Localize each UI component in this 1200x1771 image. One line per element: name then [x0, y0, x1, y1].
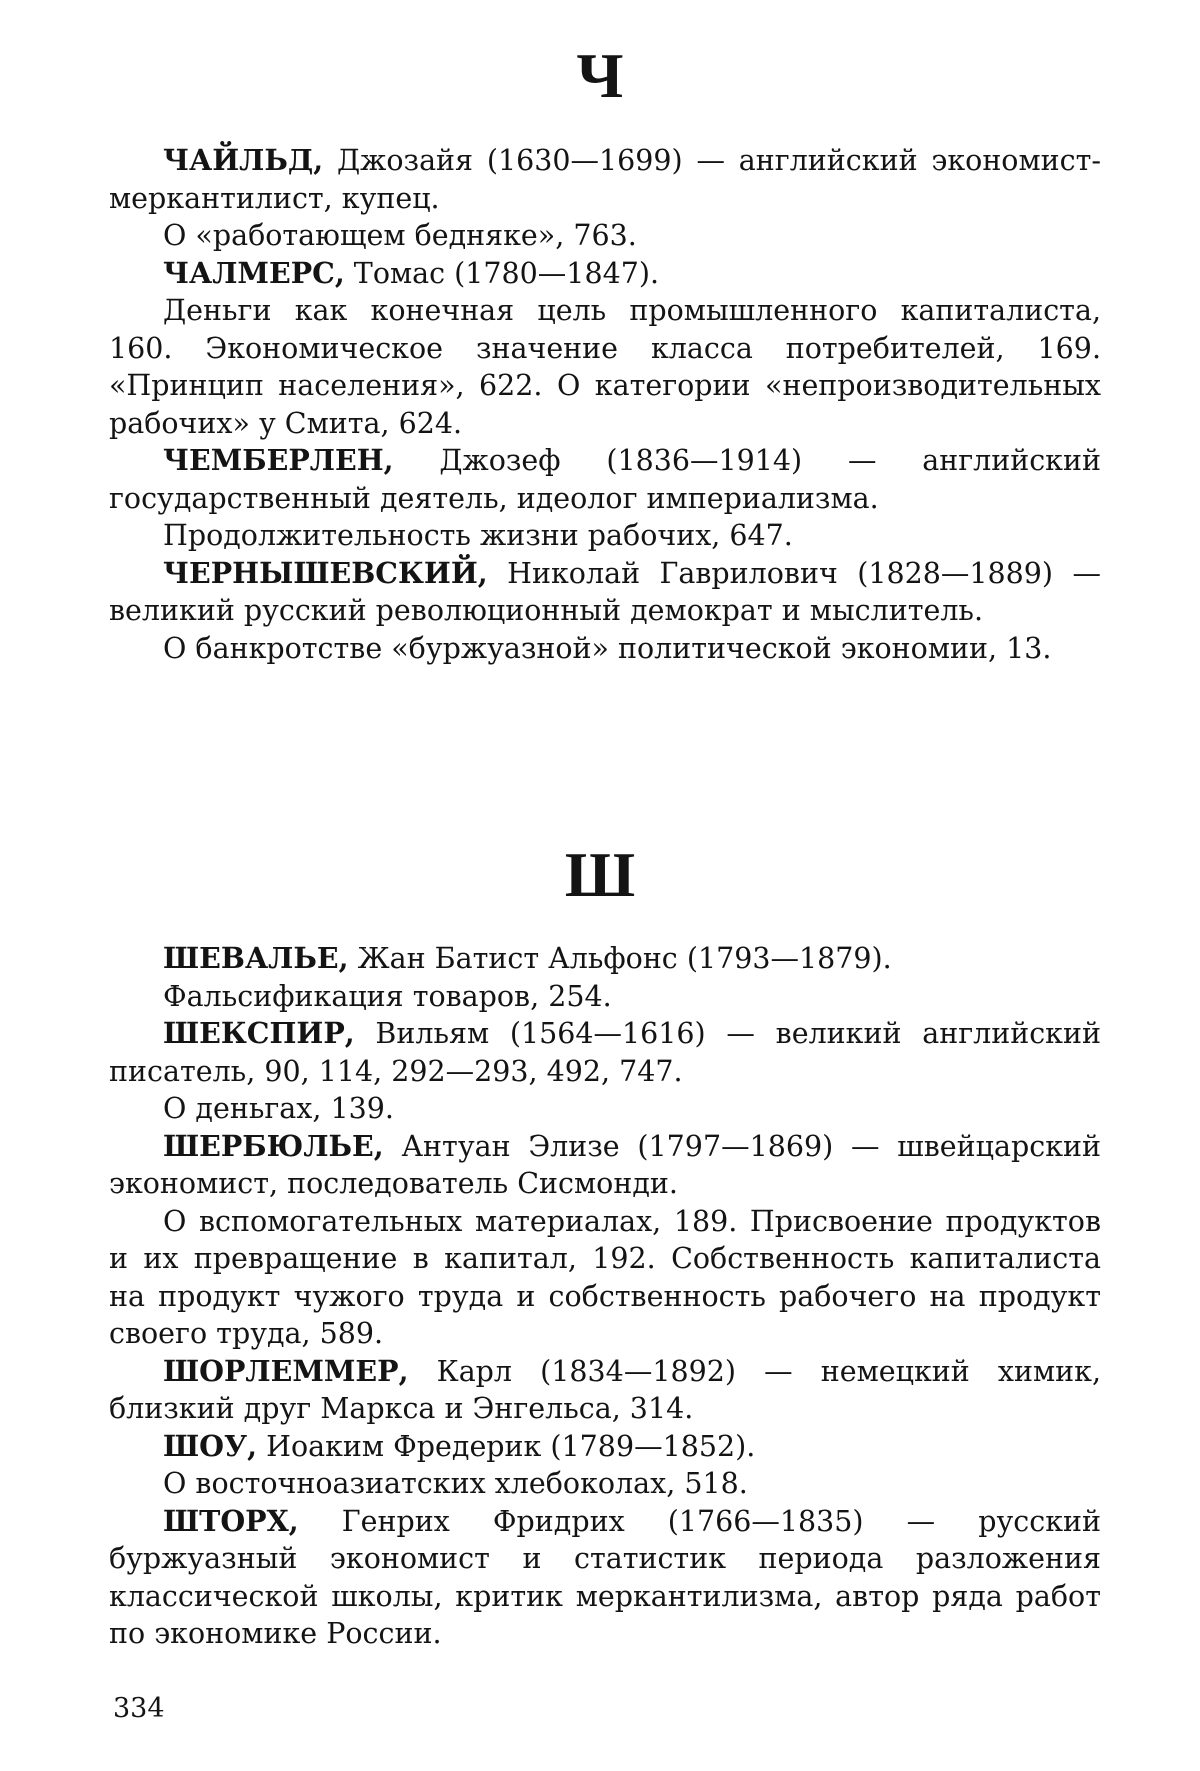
entry-references: О «работающем бедняке», 763. [163, 219, 637, 252]
entry-name: ШОРЛЕММЕР, [163, 1353, 409, 1388]
entry-name: ЧАЙЛЬД, [163, 143, 324, 177]
entry-name: ШТОРХ, [163, 1503, 299, 1538]
entry-description: Джозайя (1630—1699) — английский экономист-меркантилист, купец. [109, 144, 1101, 215]
index-entry [109, 442, 1101, 517]
index-entry [109, 1428, 1101, 1466]
entry-references: О банкротстве «буржуазной» политической экономии, 13. [163, 631, 1052, 665]
entry-name: ШЕКСПИР, [163, 1016, 355, 1050]
page-number: 334 [113, 1693, 165, 1724]
entry-references: Деньги как конечная цель промышленного капиталиста, 160. Экономическое значение класса потребителей, 169. «Принцип населения», 622. О категории «непроизводительных рабочих» у Смита, 624. [109, 294, 1101, 440]
index-entry [109, 1503, 1101, 1653]
entry-description: Генрих Фридрих (1766—1835) — русский буржуазный экономист и статистик периода разложения классической школы, критик меркантилизма, автор ряда работ по экономике России. [109, 1504, 1101, 1650]
entry-description: Вильям (1564—1616) — великий английский писатель, 90, 114, 292—293, 492, 747. [109, 1017, 1101, 1088]
section-letter: Ш [564, 839, 636, 910]
entry-description: Карл (1834—1892) — немецкий химик, близкий друг Маркса и Энгельса, 314. [109, 1354, 1101, 1425]
index-entry [109, 255, 1101, 293]
entry-name: ЧАЛМЕРС, [163, 255, 345, 290]
index-entry [109, 555, 1101, 630]
entry-references: О деньгах, 139. [163, 1092, 394, 1125]
index-entry [109, 1353, 1101, 1428]
entry-name: ЧЕМБЕРЛЕН, [163, 443, 394, 477]
section-letter: Ч [576, 40, 624, 111]
entry-name: ШЕВАЛЬЕ, [163, 941, 349, 975]
entry-description: Иоаким Фредерик (1789—1852). [257, 1429, 756, 1463]
entry-references: О вспомогательных материалах, 189. Присвоение продуктов и их превращение в капитал, 192. Собственность капиталиста на продукт чужого труда и собственность рабочего на продукт своего труда, 589. [109, 1204, 1101, 1350]
index-entry [109, 1015, 1101, 1090]
entry-name: ЧЕРНЫШЕВСКИЙ, [163, 555, 488, 590]
index-section-ch [109, 142, 1101, 667]
entry-references: Фальсификация товаров, 254. [163, 979, 612, 1013]
entry-description: Николай Гаврилович (1828—1889) — великий русский революционный демократ и мыслитель. [109, 556, 1101, 627]
index-entry [109, 142, 1101, 217]
index-section-sh [109, 940, 1101, 1653]
entry-description: Томас (1780—1847). [344, 256, 660, 290]
entry-references: Продолжительность жизни рабочих, 647. [163, 519, 793, 552]
entry-references: О восточноазиатских хлебоколах, 518. [163, 1467, 748, 1500]
entry-description: Джозеф (1836—1914) — английский государственный деятель, идеолог империализма. [109, 444, 1101, 515]
entry-name: ШЕРБЮЛЬЕ, [163, 1128, 384, 1163]
entry-name: ШОУ, [163, 1428, 258, 1463]
index-entry [109, 940, 1101, 978]
index-entry [109, 1128, 1101, 1203]
entry-description: Жан Батист Альфонс (1793—1879). [348, 942, 892, 975]
entry-description: Антуан Элизе (1797—1869) — швейцарский экономист, последователь Сисмонди. [109, 1129, 1101, 1200]
